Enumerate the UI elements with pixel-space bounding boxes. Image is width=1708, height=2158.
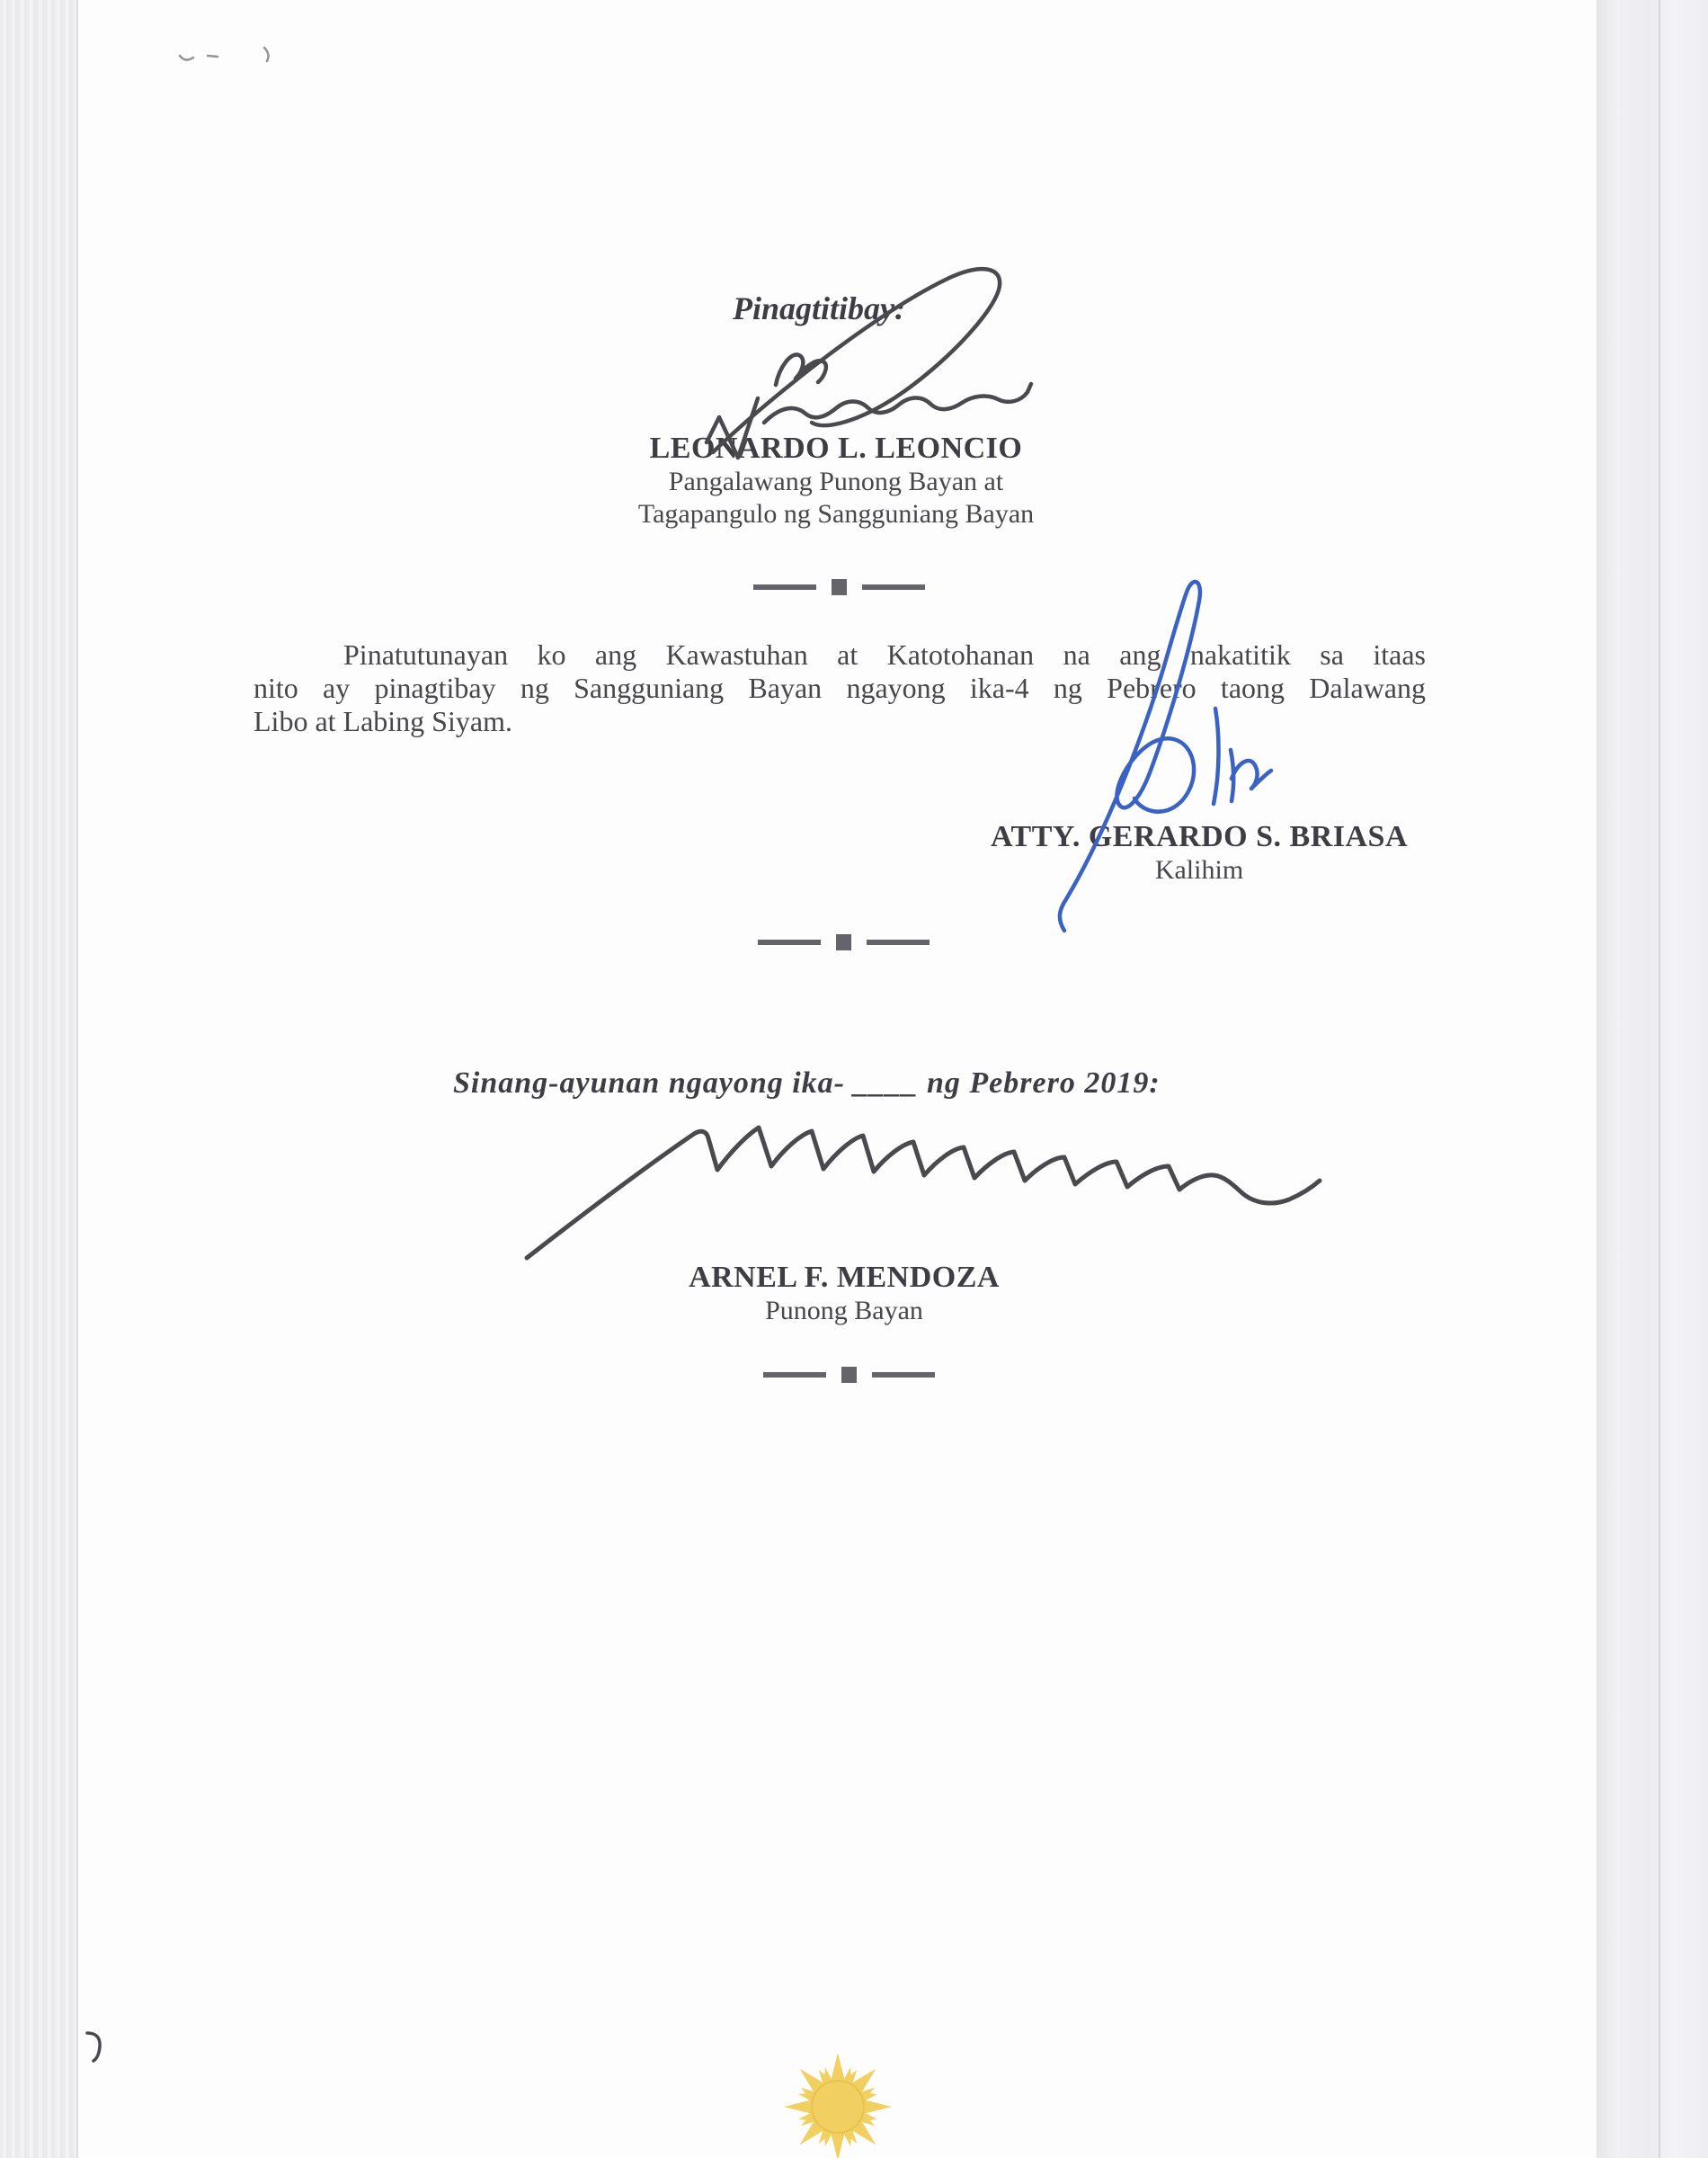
secretary-title: Kalihim <box>1154 855 1244 885</box>
section-divider <box>753 578 925 596</box>
divider-dash <box>872 1372 935 1378</box>
mayor-block <box>574 1261 1114 1327</box>
section-divider <box>763 1366 935 1384</box>
sun-seal-icon <box>784 2053 892 2158</box>
secretary-block <box>930 820 1469 887</box>
approval-heading: Sinang-ayunan ngayong ika- ____ ng Pebrero 2019: <box>453 1066 1161 1100</box>
attestation-line-2: nito ay pinagtibay ng Sangguniang Bayan ngayong ika-4 ng Pebrero taong Dalawang <box>254 672 1426 704</box>
divider-dash <box>758 940 821 945</box>
divider-square <box>832 579 847 595</box>
presiding-officer-title-1: Pangalawang Punong Bayan at <box>668 467 1004 496</box>
paper-stack-edge-left <box>0 0 78 2158</box>
presiding-officer-title-2: Tagapangulo ng Sangguniang Bayan <box>637 499 1035 529</box>
divider-dash <box>862 584 925 590</box>
divider-dash <box>753 584 816 590</box>
secretary-name: ATTY. GERARDO S. BRIASA <box>991 820 1408 853</box>
stray-pen-marks <box>180 48 268 61</box>
presiding-officer-block <box>503 432 1169 531</box>
presiding-officer-name: LEONARDO L. LEONCIO <box>649 432 1023 465</box>
mayor-name: ARNEL F. MENDOZA <box>689 1261 1000 1294</box>
divider-square <box>841 1367 857 1383</box>
attestation-line-1: Pinatutunayan ko ang Kawastuhan at Katotohanan na ang nakatitik sa itaas <box>343 638 1426 671</box>
mayor-signature-icon <box>527 1128 1320 1258</box>
paper-stack-edge-right <box>1597 0 1708 2158</box>
stray-hook-mark <box>87 2033 100 2061</box>
certification-heading: Pinagtitibay: <box>733 290 905 326</box>
divider-dash <box>867 940 930 945</box>
divider-square <box>836 934 851 950</box>
section-divider <box>758 933 930 951</box>
divider-dash <box>763 1372 826 1378</box>
attestation-line-3: Libo at Labing Siyam. <box>254 705 512 737</box>
mayor-title: Punong Bayan <box>765 1296 923 1325</box>
